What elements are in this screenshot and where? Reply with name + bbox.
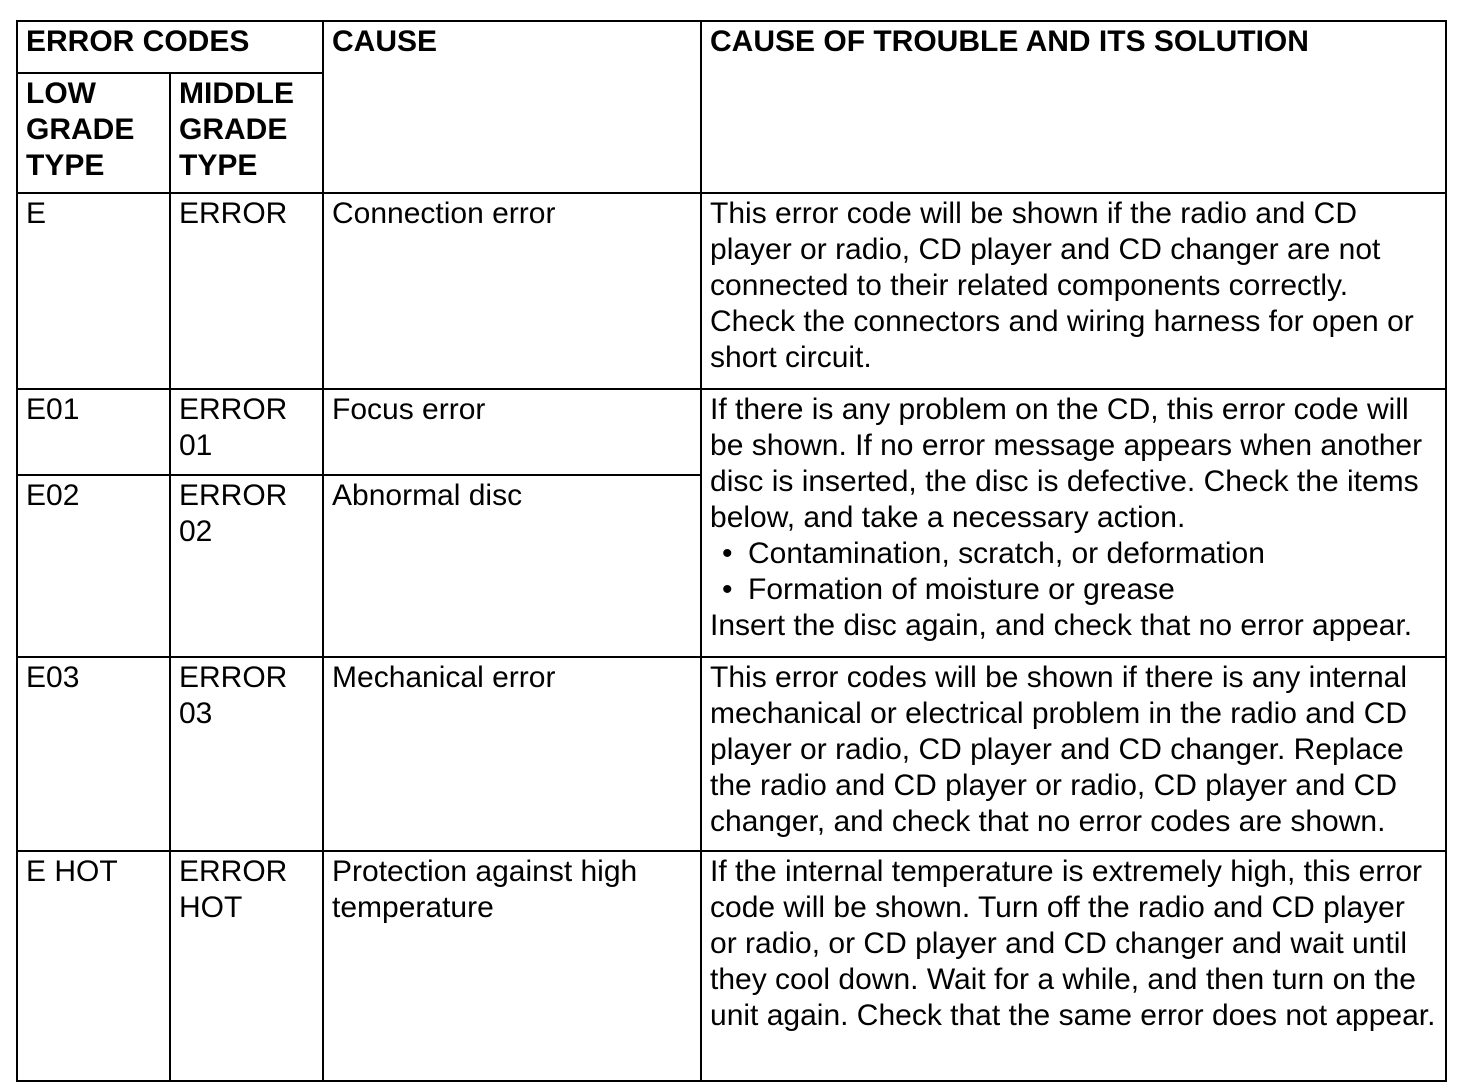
cause-cell: Mechanical error bbox=[323, 657, 701, 851]
disc-solution-bullets bbox=[710, 536, 1439, 608]
header-cause: CAUSE bbox=[323, 21, 701, 193]
solution-cell: This error codes will be shown if there is any internal mechanical or electrical problem in the radio and CD player or radio, CD player and CD changer. Replace the radio and CD player or radio, CD player and CD changer, and check that no error codes are shown. bbox=[701, 657, 1446, 851]
disc-solution-intro: If there is any problem on the CD, this error code will be shown. If no error message appears when another disc is inserted, the disc is defective. Check the items below, and take a necessary action. bbox=[710, 393, 1423, 534]
header-low-grade-type: LOW GRADE TYPE bbox=[17, 73, 170, 193]
middle-grade-code: ERROR bbox=[170, 193, 323, 389]
solution-cell: This error code will be shown if the radio and CD player or radio, CD player and CD changer are not connected to their related components correctly. Check the connectors and wiring harness for open or short circuit. bbox=[701, 193, 1446, 389]
header-row bbox=[17, 21, 1446, 73]
low-grade-code: E03 bbox=[17, 657, 170, 851]
header-error-codes: ERROR CODES bbox=[17, 21, 323, 73]
cause-cell: Connection error bbox=[323, 193, 701, 389]
low-grade-code: E bbox=[17, 193, 170, 389]
middle-grade-code: ERROR HOT bbox=[170, 851, 323, 1081]
low-grade-code: E02 bbox=[17, 475, 170, 657]
disc-solution-cell bbox=[701, 389, 1446, 657]
middle-grade-code: ERROR 03 bbox=[170, 657, 323, 851]
table-row bbox=[17, 389, 1446, 475]
table-row bbox=[17, 193, 1446, 389]
header-middle-grade-type: MIDDLE GRADE TYPE bbox=[170, 73, 323, 193]
middle-grade-code: ERROR 01 bbox=[170, 389, 323, 475]
list-item: • Contamination, scratch, or deformation bbox=[748, 536, 1439, 572]
cause-cell: Abnormal disc bbox=[323, 475, 701, 657]
middle-grade-code: ERROR 02 bbox=[170, 475, 323, 657]
disc-solution-outro: Insert the disc again, and check that no error appear. bbox=[710, 609, 1413, 642]
low-grade-code: E HOT bbox=[17, 851, 170, 1081]
solution-cell: If the internal temperature is extremely high, this error code will be shown. Turn off the radio and CD player or radio, or CD player and CD changer and wait until they cool down. Wait for a while, and then turn on the unit again. Check that the same error does not appear. bbox=[701, 851, 1446, 1081]
table-row bbox=[17, 851, 1446, 1081]
error-codes-table bbox=[16, 20, 1447, 1082]
cause-cell: Protection against high temperature bbox=[323, 851, 701, 1081]
table-row bbox=[17, 657, 1446, 851]
header-solution: CAUSE OF TROUBLE AND ITS SOLUTION bbox=[701, 21, 1446, 193]
cause-cell: Focus error bbox=[323, 389, 701, 475]
low-grade-code: E01 bbox=[17, 389, 170, 475]
list-item: • Formation of moisture or grease bbox=[748, 572, 1439, 608]
